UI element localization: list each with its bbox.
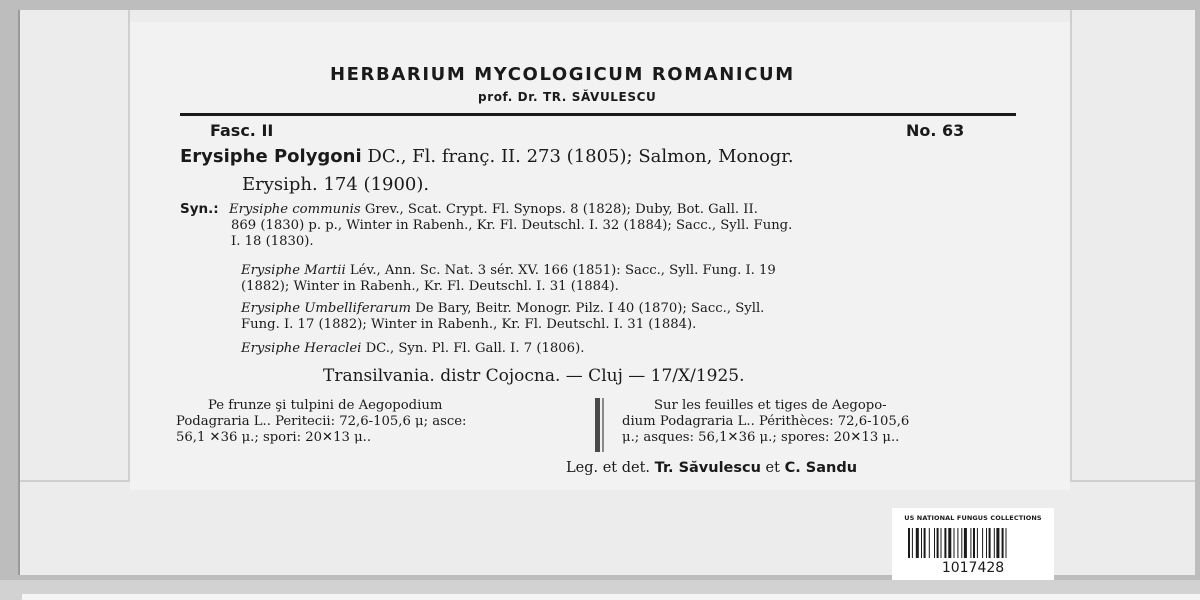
barcode-bar <box>996 528 999 558</box>
barcode-bar <box>924 528 926 558</box>
column-divider <box>602 398 604 452</box>
barcode-bar <box>934 528 935 558</box>
barcode-label <box>892 508 1054 586</box>
description-line: dium Podagraria L.. Périthèces: 72,6-105,6 <box>622 414 910 429</box>
barcode-bar <box>948 528 951 558</box>
barcode-bar <box>977 528 978 558</box>
synonym-name: Erysiphe communis <box>229 202 361 217</box>
synonym-line: Erysiphe communis Grev., Scat. Crypt. Fl. Synops. 8 (1828); Duby, Bot. Gall. II. <box>229 202 758 217</box>
fascicle-number: Fasc. II <box>210 121 274 140</box>
barcode-bar <box>944 528 946 558</box>
synonym-entry <box>229 202 792 250</box>
synonym-name: Erysiphe Martii <box>241 263 346 278</box>
collection-locality: Transilvania. distr Cojocna. — Cluj — 17/X/1925. <box>323 366 745 386</box>
specimen-number: No. 63 <box>906 121 965 140</box>
barcode-bar <box>994 528 995 558</box>
synonym-name: Erysiphe Umbelliferarum <box>241 301 411 316</box>
barcode-bar <box>957 528 958 558</box>
barcode-bar <box>973 528 975 558</box>
barcode-bar <box>1002 528 1004 558</box>
barcode-bar <box>908 528 910 558</box>
barcode-bar <box>970 528 971 558</box>
barcode-bar <box>937 528 939 558</box>
synonym-name: Erysiphe Heraclei <box>241 341 362 356</box>
synonym-line: I. 18 (1830). <box>231 234 314 249</box>
synonym-line: Erysiphe Heraclei DC., Syn. Pl. Fl. Gall. I. 7 (1806). <box>241 341 585 356</box>
species-citation: DC., Fl. franç. II. 273 (1805); Salmon, Monogr. <box>367 146 794 167</box>
envelope-flap-line <box>1070 10 1072 480</box>
barcode-bar <box>941 528 942 558</box>
barcode-graphic <box>908 528 1038 558</box>
barcode-bar <box>982 528 983 558</box>
collector-name: C. Sandu <box>784 460 858 476</box>
synonym-line: Erysiphe Umbelliferarum De Bary, Beitr. Monogr. Pilz. I 40 (1870); Sacc., Syll. <box>241 301 765 316</box>
collector-name: Tr. Săvulescu <box>654 460 761 476</box>
bottom-paper-edge <box>0 580 1200 600</box>
description-line: Sur les feuilles et tiges de Aegopo- <box>654 398 887 413</box>
description-line: μ.; asques: 56,1✕36 μ.; spores: 20✕13 μ.. <box>622 430 900 445</box>
barcode-header: US NATIONAL FUNGUS COLLECTIONS <box>904 514 1042 522</box>
column-divider <box>595 398 600 452</box>
barcode-bar <box>912 528 913 558</box>
synonym-line: Erysiphe Martii Lév., Ann. Sc. Nat. 3 sér. XV. 166 (1851): Sacc., Syll. Fung. I. 19 <box>241 263 776 278</box>
barcode-bar <box>989 528 991 558</box>
species-citation-continued: Erysiph. 174 (1900). <box>242 174 430 195</box>
description-line: Podagraria L.. Peritecii: 72,6-105,6 μ; asce: <box>176 414 467 429</box>
collector-line <box>566 460 857 476</box>
barcode-bar <box>1006 528 1007 558</box>
collector-conjunction: et <box>765 460 780 476</box>
header-rule <box>180 113 1016 116</box>
synonym-line: (1882); Winter in Rabenh., Kr. Fl. Deutschl. I. 31 (1884). <box>241 279 619 294</box>
barcode-bar <box>916 528 919 558</box>
species-line <box>180 146 794 167</box>
barcode-bar <box>961 528 962 558</box>
collector-prefix: Leg. et det. <box>566 460 651 476</box>
description-line: Pe frunze şi tulpini de Aegopodium <box>208 398 443 413</box>
synonym-line: Fung. I. 17 (1882); Winter in Rabenh., Kr. Fl. Deutschl. I. 31 (1884). <box>241 317 697 332</box>
description-romanian <box>176 398 467 446</box>
synonyms-label: Syn.: <box>180 201 219 217</box>
barcode-bar <box>921 528 922 558</box>
species-name: Erysiphe Polygoni <box>180 146 362 167</box>
label-subtitle: prof. Dr. TR. SĂVULESCU <box>478 90 657 104</box>
barcode-bar <box>964 528 967 558</box>
synonym-entry <box>241 301 764 333</box>
barcode-bar <box>954 528 955 558</box>
label-title: HERBARIUM MYCOLOGICUM ROMANICUM <box>330 64 795 85</box>
barcode-number: 1017428 <box>941 560 1005 576</box>
synonym-line: 869 (1830) p. p., Winter in Rabenh., Kr. Fl. Deutschl. I. 32 (1884); Sacc., Syll. Fung. <box>231 218 793 233</box>
synonym-entry <box>241 263 776 295</box>
synonym-entry <box>241 341 584 357</box>
description-french <box>622 398 909 446</box>
barcode-bar <box>986 528 987 558</box>
description-line: 56,1 ✕36 μ.; spori: 20✕13 μ.. <box>176 430 372 445</box>
barcode-bar <box>929 528 930 558</box>
